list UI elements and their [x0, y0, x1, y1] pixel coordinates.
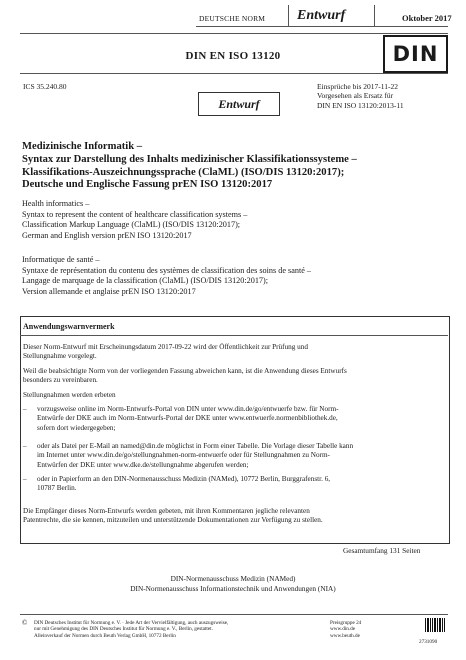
title-french — [22, 255, 446, 297]
barcode-number: 2731090 — [419, 639, 438, 645]
norm-label: DEUTSCHE NORM — [199, 14, 266, 23]
title-line: Syntax to represent the content of healthcare classification systems – — [22, 209, 248, 219]
replacement-line: Vorgesehen als Ersatz für — [317, 91, 394, 101]
title-line: Classification Markup Language (ClaML) (ISO/DIS 13120:2017); — [22, 220, 241, 229]
title-line: Deutsche und Englische Fassung prEN ISO 13120:2017 — [22, 179, 273, 191]
website-link: www.beuth.de — [330, 632, 360, 639]
title-line: Langage de marquage de la classification (ClaML) (ISO/DIS 13120:2017); — [22, 276, 269, 285]
title-english — [22, 199, 446, 241]
committees — [0, 574, 466, 594]
text-line: Entwürfe der DKE auch im Norm-Entwurfs-Portal der DKE unter www.entwuerfe.normenbibliothek.de, — [37, 414, 338, 423]
list-item — [23, 405, 445, 433]
text-line: Stellungnahme vorgelegt. — [23, 352, 97, 361]
objections-deadline: Einsprüche bis 2017-11-22 — [317, 82, 398, 91]
price-group: Preisgruppe 24 — [330, 620, 362, 626]
title-line: Health informatics – — [22, 199, 90, 208]
title-line: Version allemande et anglaise prEN ISO 13120:2017 — [22, 286, 196, 296]
warning-paragraph — [23, 507, 445, 526]
list-item — [23, 442, 445, 470]
text-line: besonders zu vereinbaren. — [23, 376, 98, 385]
text-line: sofern dort wiedergegeben; — [37, 423, 116, 432]
footer-rule — [20, 614, 448, 615]
warning-title: Anwendungswarnvermerk — [23, 322, 115, 331]
header-divider — [374, 5, 375, 26]
title-line: Syntaxe de représentation du contenu des systèmes de classification des soins de santé – — [22, 265, 311, 275]
bullet-dash: – — [23, 442, 27, 450]
title-line: German and English version prEN ISO 13120:2017 — [22, 230, 192, 240]
number-rule-bottom — [20, 73, 448, 74]
number-rule-top — [20, 33, 448, 34]
text-line: vorzugsweise online im Norm-Entwurfs-Portal von DIN unter www.din.de/go/entwuerfe bzw. für Norm- — [37, 405, 339, 413]
title-line: Informatique de santé – — [22, 255, 100, 264]
text-line: oder in Papierform an den DIN-Normenausschuss Medizin (NAMed), 10772 Berlin, Burggrafenstr. 6, — [37, 475, 331, 483]
replacement-line: DIN EN ISO 13120:2013-11 — [317, 100, 404, 110]
bullet-dash: – — [23, 405, 27, 413]
text-line: 10787 Berlin. — [37, 484, 77, 493]
ics-code: ICS 35.240.80 — [23, 82, 67, 91]
title-german — [22, 141, 446, 192]
document-number: DIN EN ISO 13120 — [185, 50, 281, 62]
warning-title-rule — [20, 335, 448, 336]
issue-date: Oktober 2017 — [402, 13, 452, 23]
warning-paragraph — [23, 343, 445, 362]
text-line: Die Empfänger dieses Norm-Entwurfs werden gebeten, mit ihren Kommentaren jegliche relevanten — [23, 507, 310, 515]
bullet-dash: – — [23, 475, 27, 483]
text-line: oder als Datei per E-Mail an named@din.de möglichst in Form einer Tabelle. Die Vorlage dieser Tabelle kann — [37, 442, 354, 450]
barcode — [424, 618, 446, 638]
committee-name: DIN-Normenausschuss Medizin (NAMed) — [170, 574, 296, 583]
draft-box: Entwurf — [198, 92, 280, 116]
text-line: Entwürfen der DKE unter www.dke.de/stellungnahme abgerufen werden; — [37, 460, 249, 469]
title-line: Klassifikations-Auszeichnungssprache (ClaML) (ISO/DIS 13120:2017); — [22, 166, 345, 178]
total-pages: Gesamtumfang 131 Seiten — [343, 546, 421, 555]
text-line: Patentrechte, die sie kennen, mitzuteilen und unterstützende Dokumentationen zur Verfügung zu stellen. — [23, 516, 323, 525]
text-line: Dieser Norm-Entwurf mit Erscheinungsdatum 2017-09-22 wird der Öffentlichkeit zur Prüfung und — [23, 343, 308, 351]
text-line: Alleinverkauf der Normen durch Beuth Verlag GmbH, 10772 Berlin — [34, 632, 176, 639]
status-label: Entwurf — [297, 8, 346, 23]
header-divider — [288, 5, 289, 26]
website-link: www.din.de — [330, 626, 356, 633]
list-item — [23, 475, 445, 494]
committee-name: DIN-Normenausschuss Informationstechnik und Anwendungen (NIA) — [130, 584, 336, 593]
din-logo: DIN — [383, 35, 448, 73]
replacement-info — [317, 82, 404, 110]
copyright-symbol: © — [22, 619, 28, 627]
text-line: Weil die beabsichtigte Norm von der vorliegenden Fassung abweichen kann, ist die Anwendung dieses Entwurfs — [23, 367, 347, 375]
title-line: Medizinische Informatik – — [22, 141, 143, 152]
text-line: DIN Deutsches Institut für Normung e. V. · Jede Art der Vervielfältigung, auch auszugsweise, — [34, 620, 229, 626]
copyright-text — [34, 620, 324, 639]
text-line: nur mit Genehmigung des DIN Deutsches Institut für Normung e. V., Berlin, gestattet. — [34, 626, 213, 633]
text-line: im Internet unter www.din.de/go/stellungnahmen-norm-entwuerfe oder für Stellungnahmen zu Norm- — [37, 451, 330, 460]
header-rule — [196, 26, 448, 27]
warning-paragraph: Stellungnahmen werden erbeten — [23, 391, 116, 399]
warning-paragraph — [23, 367, 445, 386]
price-info — [330, 620, 361, 639]
title-line: Syntax zur Darstellung des Inhalts medizinischer Klassifikationssysteme – — [22, 153, 357, 165]
